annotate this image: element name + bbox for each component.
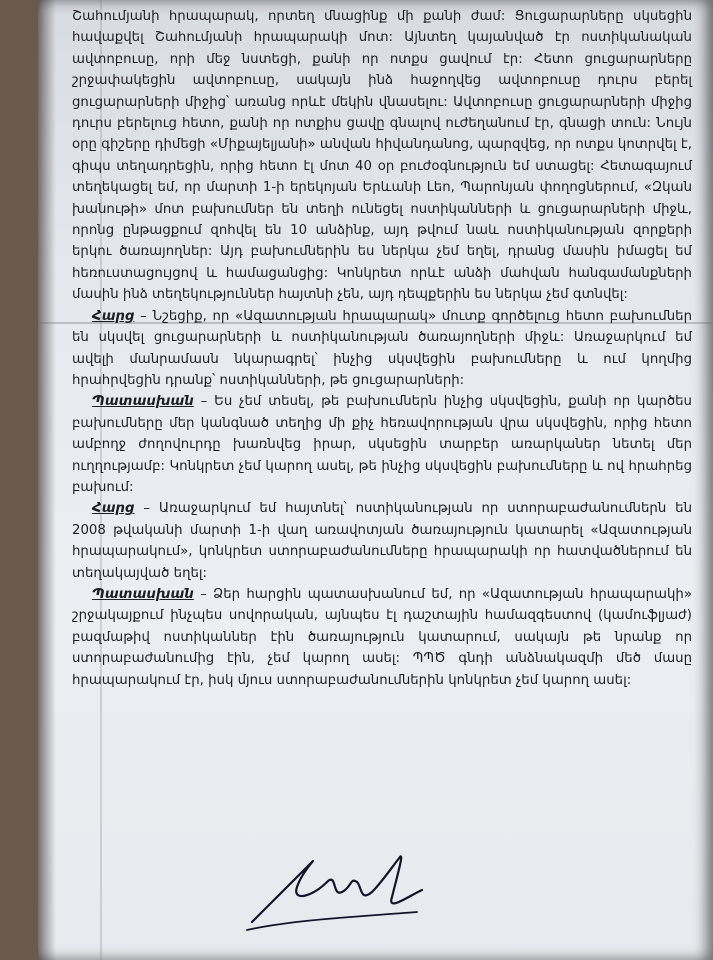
question-label: Հարց	[92, 501, 135, 517]
question-1	[72, 306, 692, 392]
paragraph-1: Շահումյանի հրապարակ, որտեղ մնացինք մի քանի ժամ: Ցուցարարները սկսեցին հավաքվել Շահումյանի հրապարակի մոտ: Այնտեղ կայանված էր ոստիկանական ավտոբուսը, որի մեջ նստեցի, քանի որ ոտքս ցավում էր: Հետո ցուցարարները շրջափակեցին ավտոբուսը, սակայն ինձ հաջողվեց ավտոբուսը դուրս բերել ցուցարարների միջից՝ առանց որևէ մեկին վնասելու: Ավտոբուսը ցուցարարների միջից դուրս բերելուց հետո, քանի որ ոտքիս ցավը գնալով ուժեղանում էր, գնացի տուն: Նույն օրը գիշերը դիմեցի «Միքայելյանի» անվան հիվանդանոց, պարզվեց, որ ոտքս կոտրվել է, գիպս տեղադրեցին, որից հետո էլ մոտ 40 օր բուժօգնություն եմ ստացել: Հետագայում տեղեկացել եմ, որ մարտի 1-ի երեկոյան Երևանի Լեո, Պարոնյան փողոցներում, «Զկան խանութի» մոտ բախումներ են տեղի ունեցել ոստիկանների և ցուցարարների միջև, որոնց ընթացքում զոհվել են 10 անձինք, այդ թվում նաև ոստիկանության զորքերի երկու ծառայողներ: Այդ բախումներին ես ներկա չեմ եղել, դրանց մասին իմացել եմ հեռուստացույցով և համացանցից: Կոնկրետ որևէ անձի մահվան հանգամանքների մասին ինձ տեղեկություններ հայտնի չեն, այդ դեպքերին ես ներկա չեմ գտնվել:	[72, 9, 692, 303]
answer-label: Պատասխան	[92, 394, 194, 410]
answer-text: – Ես չեմ տեսել, թե բախումներն ինչից սկսվեցին, քանի որ կարծես բախումները մեր կանգնած տեղից մի քիչ հեռավորության վրա սկսվեցին, որից հետո ամբողջ ժողովուրդը խառնվեց իրար, սկսեցին տարբեր առարկաներ նետել մեր ուղղությամբ: Կոնկրետ չեմ կարող ասել, թե ինչից սկսվեցին բախումները և ով հրահրեց բախում:	[72, 394, 692, 495]
answer-2	[72, 584, 692, 691]
question-2	[72, 498, 692, 584]
question-text: – Նշեցիք, որ «Ազատության հրապարակ» մուտք գործելուց հետո բախումներ են սկսվել ցուցարարների և ոստիկանության ծառայողների միջև: Առաջարկում եմ ավելի մանրամասն նկարագրել՝ ինչից սկսվեցին բախումները և ում կողմից հրահրվեցին դրանք՝ ոստիկանների, թե ցուցարարների:	[72, 308, 692, 388]
page-shadow	[38, 0, 56, 960]
question-text: – Առաջարկում եմ հայտնել՝ ոստիկանության որ ստորաբաժանումներն են 2008 թվականի մարտի 1-ի վաղ առավոտյան ծառայություն կատարել «Ազատության հրապարակում», կոնկրետ ստորաբաժանումները հրապարակի որ հատվածներում են տեղակայված եղել:	[72, 501, 692, 581]
document-body	[72, 6, 692, 691]
answer-1	[72, 391, 692, 498]
signature-icon	[232, 842, 432, 942]
question-label: Հարց	[92, 308, 135, 324]
answer-text: – Ձեր հարցին պատասխանում եմ, որ «Ազատության հրապարակի» շրջակայքում ինչպես սովորական, այնպես էլ դաշտային համազգեստով (կամուֆլյաժ) բազմաթիվ ոստիկաններ էին ծառայություն կատարում, սակայն թե նրանք որ ստորաբաժանումից էին, չեմ կարող ասել: ՊՊԾ գնդի անձնակազմի մեծ մասը հրապարակում էր, իսկ մյուս ստորաբաժանումներին կոնկրետ չեմ կարող ասել:	[72, 586, 692, 688]
answer-label: Պատասխան	[92, 586, 194, 602]
